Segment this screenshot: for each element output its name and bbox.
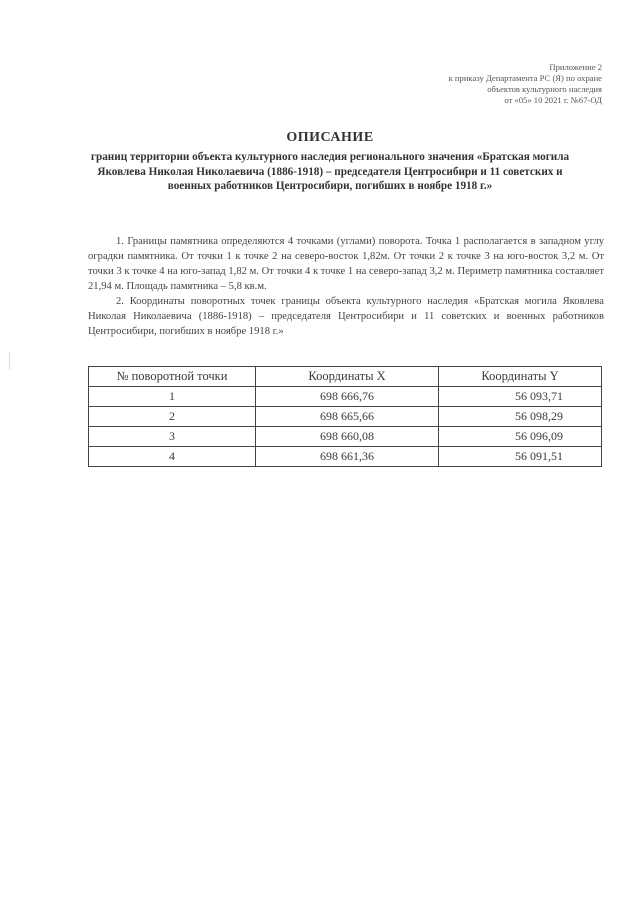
appendix-line-4: от «05» 10 2021 г. №67-ОД bbox=[504, 95, 602, 105]
coord-y: 56 093,71 bbox=[439, 387, 602, 407]
coord-y: 56 098,29 bbox=[439, 407, 602, 427]
table-row bbox=[89, 427, 602, 447]
table-row bbox=[89, 447, 602, 467]
coordinates-table bbox=[88, 366, 602, 467]
point-number: 2 bbox=[89, 407, 256, 427]
point-number: 4 bbox=[89, 447, 256, 467]
point-number: 3 bbox=[89, 427, 256, 447]
appendix-line-2: к приказу Департамента РС (Я) по охране bbox=[448, 73, 602, 83]
body-text bbox=[88, 234, 604, 339]
appendix-line-1: Приложение 2 bbox=[549, 62, 602, 72]
paragraph-2: 2. Координаты поворотных точек границы объекта культурного наследия «Братская могила Яковлева Николая Николаевича (1886-1918) – председателя Центросибири и 11 советских и военных работников Центросибири, погибших в ноябре 1918 г.» bbox=[88, 296, 604, 337]
appendix-line-3: объектов культурного наследия bbox=[487, 84, 602, 94]
coord-y: 56 096,09 bbox=[439, 427, 602, 447]
coord-x: 698 661,36 bbox=[256, 447, 439, 467]
header-coord-x: Координаты X bbox=[256, 367, 439, 387]
table-row bbox=[89, 407, 602, 427]
paragraph-1: 1. Границы памятника определяются 4 точками (углами) поворота. Точка 1 располагается в западном углу оградки памятника. От точки 1 к точке 2 на северо-восток 1,82м. От точки 2 к точке 3 на юго-восток 3,2 м. От точки 3 к точке 4 на юго-запад 1,82 м. От точки 4 к точке 1 на северо-запад 3,2 м. Периметр памятника составляет 21,94 м. Площадь памятника – 5,8 кв.м. bbox=[88, 236, 604, 292]
coord-x: 698 666,76 bbox=[256, 387, 439, 407]
title-main: ОПИСАНИЕ bbox=[286, 130, 374, 145]
coord-x: 698 665,66 bbox=[256, 407, 439, 427]
table-row bbox=[89, 387, 602, 407]
header-point-number: № поворотной точки bbox=[89, 367, 256, 387]
table-header-row bbox=[89, 367, 602, 387]
margin-scan-mark bbox=[9, 352, 10, 370]
coord-x: 698 660,08 bbox=[256, 427, 439, 447]
appendix-header bbox=[342, 62, 602, 106]
point-number: 1 bbox=[89, 387, 256, 407]
header-coord-y: Координаты Y bbox=[439, 367, 602, 387]
coord-y: 56 091,51 bbox=[439, 447, 602, 467]
title-subtitle: границ территории объекта культурного наследия регионального значения «Братская могила Яковлева Николая Николаевича (1886-1918) – председателя Центросибири и 11 советских и военных работников Центросибири, погибших в ноябре 1918 г.» bbox=[90, 151, 570, 192]
document-title bbox=[80, 130, 580, 194]
